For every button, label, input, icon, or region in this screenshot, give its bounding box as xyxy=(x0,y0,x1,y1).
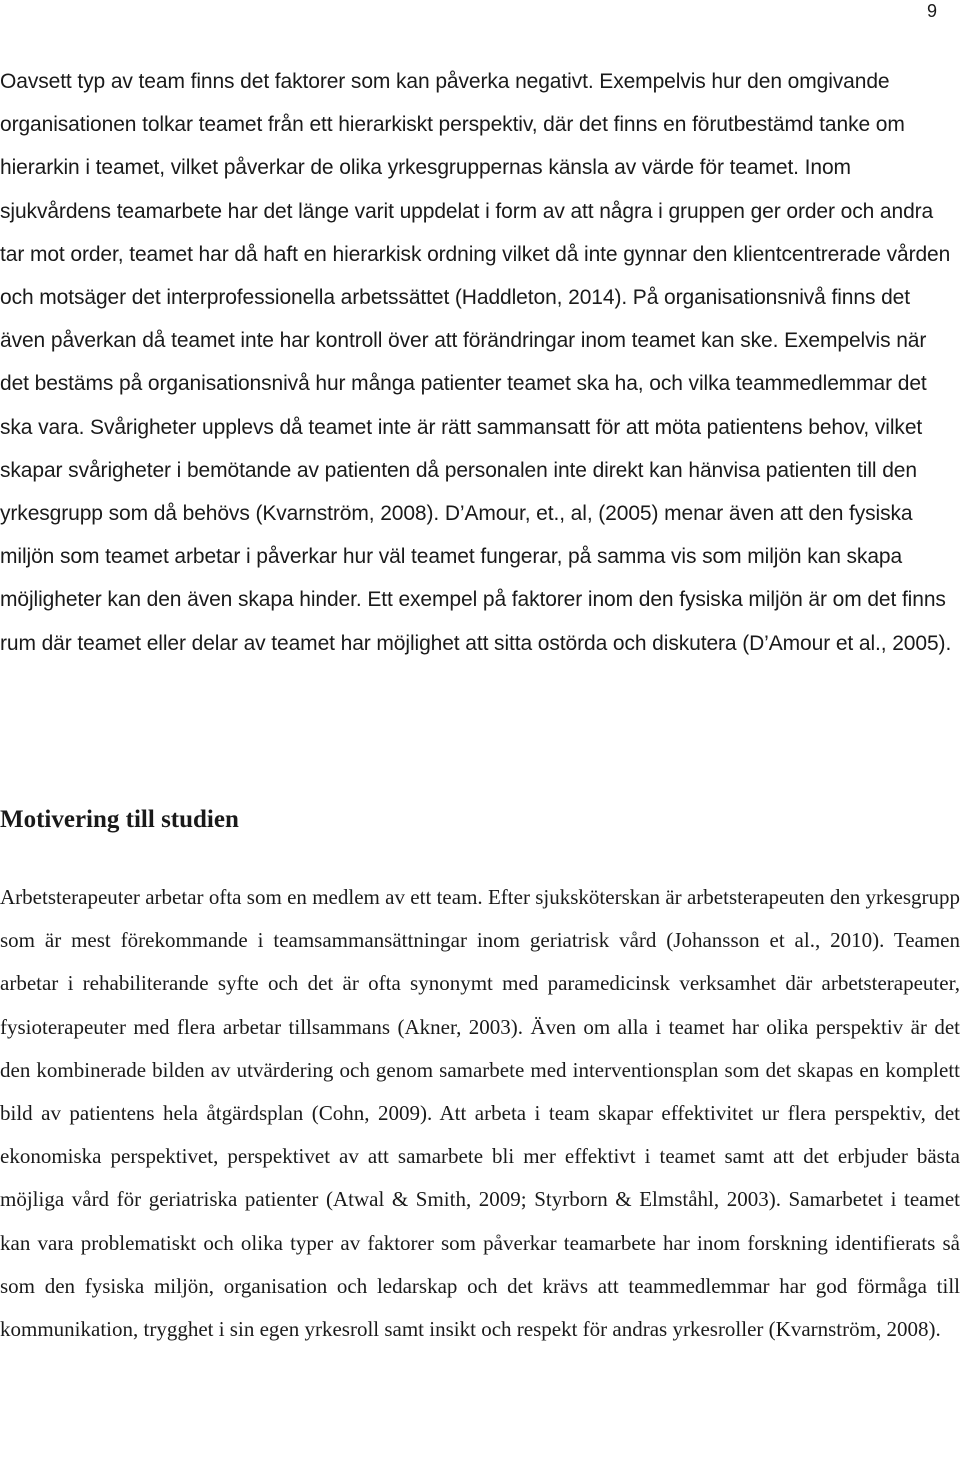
page-number: 9 xyxy=(926,1,937,21)
section-heading: Motivering till studien xyxy=(0,806,239,833)
body-paragraph-factors: Oavsett typ av team finns det faktorer som kan påverka negativt. Exempelvis hur den omgivande organisationen tolkar teamet från ett hierarkiskt perspektiv, där det finns en förutbestämd tanke om hierarkin i teamet, vilket påverkar de olika yrkesgruppernas känsla av värde för teamet. Inom sjukvårdens teamarbete har det länge varit uppdelat i form av att några i gruppen ger order och andra tar mot order, teamet har då haft en hierarkisk ordning vilket då inte gynnar den klientcentrerade vården och motsäger det interprofessionella arbetssättet (Haddleton, 2014). På organisationsnivå finns det även påverkan då teamet inte har kontroll över att förändringar inom teamet kan ske. Exempelvis när det bestäms på organisationsnivå hur många patienter teamet ska ha, och vilka teammedlemmar det ska vara. Svårigheter upplevs då teamet inte är rätt sammansatt för att möta patientens behov, vilket skapar svårigheter i bemötande av patienten då personalen inte direkt kan hänvisa patienten till den yrkesgrupp som då behövs (Kvarnström, 2008). D’Amour, et., al, (2005) menar även att den fysiska miljön som teamet arbetar i påverkar hur väl teamet fungerar, på samma vis som miljön kan skapa möjligheter kan den även skapa hinder. Ett exempel på faktorer inom den fysiska miljön är om det finns rum där teamet eller delar av teamet har möjlighet att sitta ostörda och diskutera (D’Amour et al., 2005). xyxy=(0,70,952,655)
body-paragraph-motivation: Arbetsterapeuter arbetar ofta som en medlem av ett team. Efter sjuksköterskan är arbetsterapeuten den yrkesgrupp som är mest förekommande i teamsammansättningar inom geriatrisk vård (Johansson et al., 2010). Teamen arbetar i rehabiliterande syfte och det är ofta synonymt med paramedicinsk verksamhet där arbetsterapeuter, fysioterapeuter med flera arbetar tillsammans (Akner, 2003). Även om alla i teamet har olika perspektiv är det den kombinerade bilden av utvärdering och genom samarbete med interventionsplan som det skapas en komplett bild av patientens hela åtgärdsplan (Cohn, 2009). Att arbeta i team skapar effektivitet ur flera perspektiv, det ekonomiska perspektivet, perspektivet av att samarbete bli mer effektivt i teamet samt att det erbjuder bästa möjliga vård för geriatriska patienter (Atwal & Smith, 2009; Styrborn & Elmståhl, 2003). Samarbetet i teamet kan vara problematiskt och olika typer av faktorer som påverkar teamarbete har inom forskning identifierats så som den fysiska miljön, organisation och ledarskap och det krävs att teammedlemmar har god förmåga till kommunikation, trygghet i sin egen yrkesroll samt insikt och respekt för andras yrkesroller (Kvarnström, 2008). xyxy=(0,885,960,1342)
